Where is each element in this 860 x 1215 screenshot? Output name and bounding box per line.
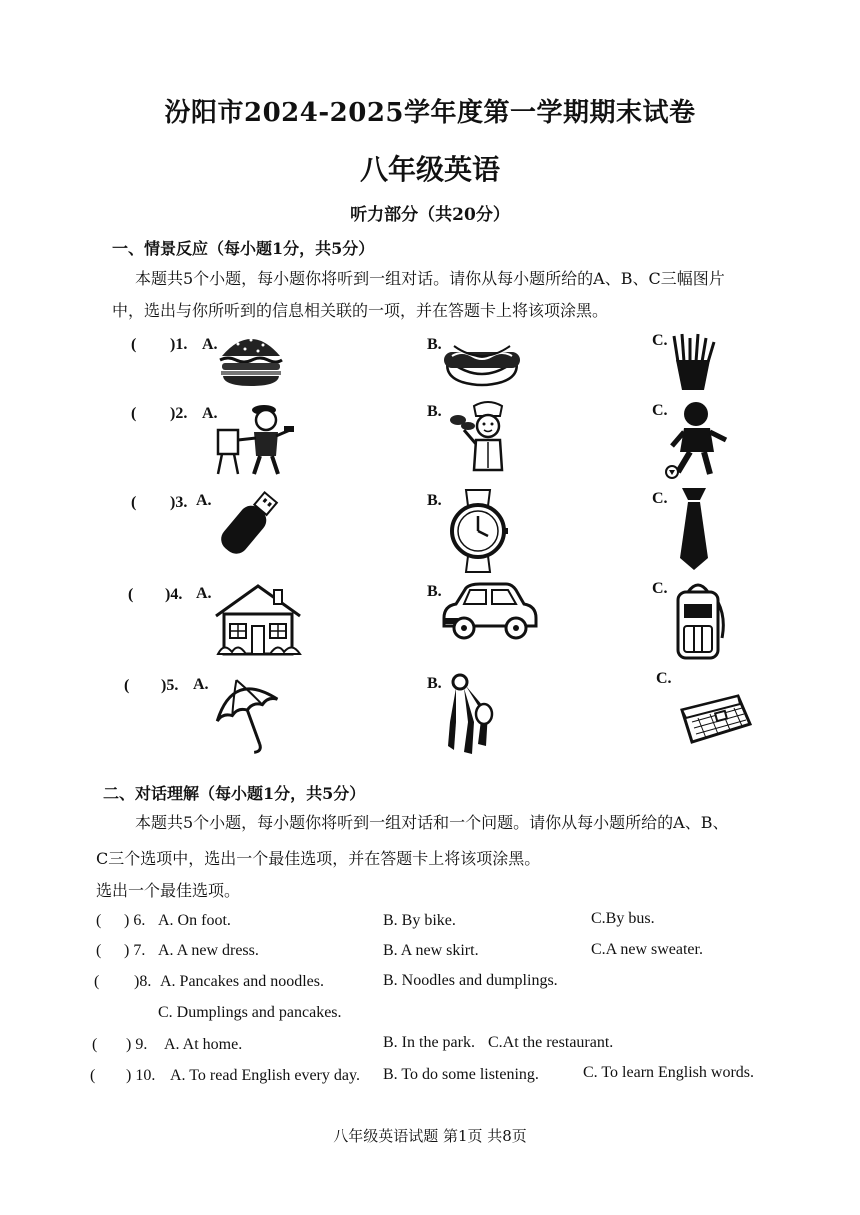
option-7c: C.A new sweater. [591,941,703,958]
option-6c: C.By bus. [591,910,655,927]
option-label-5a: A. [193,676,209,693]
usb-drive-icon [212,488,286,562]
section1-instruction-2: 中，选出与你所听到的信息相关联的一项，并在答题卡上将该项涂黑。 [112,301,609,320]
question-number-3: )3. [170,494,188,511]
option-label-5c: C. [656,670,672,687]
option-label-2b: B. [427,403,442,420]
question-number-6: ) 6. [124,912,146,929]
option-8b: B. Noodles and dumplings. [383,972,558,989]
option-9b: B. In the park. [383,1034,475,1051]
answer-paren-6[interactable]: ( [96,912,102,929]
option-9a: A. At home. [164,1036,243,1053]
section1-instruction-1: 本题共5个小题，每小题你将听到一组对话。请你从每小题所给的A、B、C三幅图片 [135,269,725,288]
option-label-3a: A. [196,492,212,509]
answer-paren-8[interactable]: ( [94,973,100,990]
section2-instruction-1: 本题共5个小题，每小题你将听到一组对话和一个问题。请你从每小题所给的A、B、 [135,813,729,832]
wallet-icon [678,692,752,746]
option-label-2a: A. [202,405,218,422]
umbrella-icon [210,672,286,756]
option-9c: C.At the restaurant. [488,1034,614,1051]
listening-part-title: 听力部分（共20分） [350,205,510,225]
option-label-4c: C. [652,580,668,597]
option-label-1c: C. [652,332,668,349]
question-number-7: ) 7. [124,942,146,959]
section2-instruction-3: 选出一个最佳选项。 [96,881,241,900]
cook-icon [444,400,524,476]
fries-icon [668,332,718,392]
section1-heading: 一、情景反应（每小题1分，共5分） [112,239,375,258]
keys-icon [444,672,494,758]
option-label-3c: C. [652,490,668,507]
answer-paren-5[interactable]: ( [124,677,130,694]
tie-icon [676,486,712,572]
option-label-4a: A. [196,585,212,602]
option-6a: A. On foot. [158,912,231,929]
answer-paren-3[interactable]: ( [131,494,137,511]
answer-paren-9[interactable]: ( [92,1036,98,1053]
option-7b: B. A new skirt. [383,942,479,959]
answer-paren-4[interactable]: ( [128,586,134,603]
option-label-1a: A. [202,336,218,353]
option-7a: A. A new dress. [158,942,259,959]
question-number-8: )8. [134,973,152,990]
option-10b: B. To do some listening. [383,1066,539,1083]
option-10a: A. To read English every day. [170,1067,360,1084]
painter-icon [214,400,296,476]
backpack-icon [670,578,726,662]
question-number-2: )2. [170,405,188,422]
car-icon [440,582,538,642]
option-8c: C. Dumplings and pancakes. [158,1004,342,1021]
question-number-5: )5. [161,677,179,694]
section2-heading: 二、对话理解（每小题1分，共5分） [103,784,366,803]
question-number-1: )1. [170,336,188,353]
option-label-3b: B. [427,492,442,509]
option-6b: B. By bike. [383,912,456,929]
hamburger-icon [218,330,284,388]
option-8a: A. Pancakes and noodles. [160,973,324,990]
house-icon [212,584,304,656]
option-10c: C. To learn English words. [583,1064,755,1081]
section2-instruction-2: C三个选项中，选出一个最佳选项，并在答题卡上将该项涂黑。 [96,849,541,868]
question-number-10: ) 10. [126,1067,156,1084]
option-label-1b: B. [427,336,442,353]
answer-paren-7[interactable]: ( [96,942,102,959]
question-number-9: ) 9. [126,1036,148,1053]
exam-subtitle: 八年级英语 [359,153,500,186]
answer-paren-1[interactable]: ( [131,336,137,353]
question-number-4: )4. [165,586,183,603]
option-label-2c: C. [652,402,668,419]
answer-paren-2[interactable]: ( [131,405,137,422]
page-footer: 八年级英语试题 第1页 共8页 [333,1127,527,1145]
answer-paren-10[interactable]: ( [90,1067,96,1084]
hotdog-icon [442,338,522,388]
watch-icon [446,488,510,574]
option-label-4b: B. [427,583,442,600]
exam-title: 汾阳市2024-2025学年度第一学期期末试卷 [164,98,696,128]
option-label-5b: B. [427,675,442,692]
soccer-player-icon [664,400,734,480]
